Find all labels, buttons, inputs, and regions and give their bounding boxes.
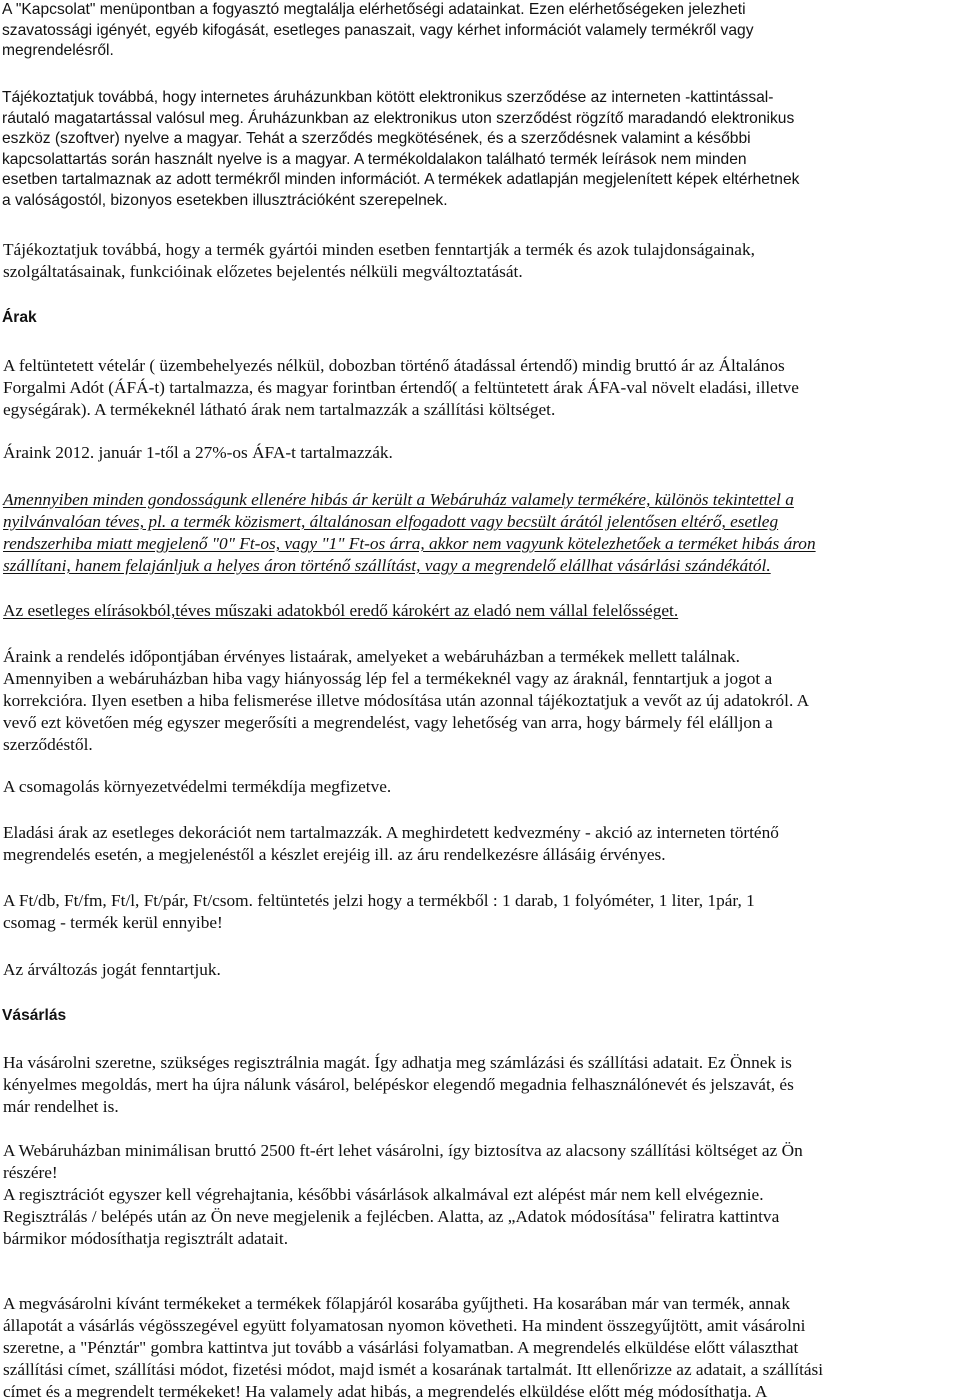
vat-paragraph: Áraink 2012. január 1-től a 27%-os ÁFA-t tartalmazzák. [3, 443, 393, 462]
intro-paragraph: A "Kapcsolat" menüpontban a fogyasztó megtalálja elérhetőségi adatainkat. Ezen elérhetőségeken jelezheti szavatossági igényét, egyéb kifogását, esetleges panaszait, vagy kérhet információt valamely termékről vagy megrendelésről. [2, 1, 754, 59]
prices-heading: Árak [2, 309, 37, 326]
minimum-paragraph: A Webáruházban minimálisan bruttó 2500 ft-ért lehet vásárolni, így biztosítva az alacsony szállítási költséget az Ön részére! A regisztrációt egyszer kell végrehajtania, későbbi vásárlások alkalmával ezt alépést már nem kell elvégeznie. Regisztrálás / belépés után az Ön neve megjelenik a fejlécben. Alatta, az „Adatok módosítása" feliratra kattintva bármikor módosíthatja regisztrált adatait. [3, 1141, 803, 1248]
contract-paragraph: Tájékoztatjuk továbbá, hogy internetes áruházunkban kötött elektronikus szerződése az interneten -kattintással- ráutaló magatartással valósul meg. Áruházunkban az elektronikus uton szerződést rögzítő maradandó elektronikus eszköz (szoftver) nyelve a magyar. Tehát a szerződés megkötésének, és a szerződésnek valamint a későbbi kapcsolattartás során használt nyelve is a magyar. A termékoldalakon található termék leírások nem minden esetben tartalmaznak az adott termékről minden információt. A termékek adatlapján megjelenített képek eltérhetnek a valóságostól, bizonyos esetekben illusztrációként szerepelnek. [2, 89, 800, 209]
manufacturer-paragraph: Tájékoztatjuk továbbá, hogy a termék gyártói minden esetben fenntartják a termék és azok tulajdonságainak, szolgáltatásainak, funkcióinak előzetes bejelentés nélküli megváltoztatását. [3, 240, 755, 281]
units-paragraph: A Ft/db, Ft/fm, Ft/l, Ft/pár, Ft/csom. feltüntetés jelzi hogy a termékből : 1 darab, 1 folyóméter, 1 liter, 1pár, 1 csomag - termék kerül ennyibe! [3, 891, 755, 932]
prices-paragraph: A feltüntetett vételár ( üzembehelyezés nélkül, dobozban történő átadással értendő) mindig bruttó ár az Általános Forgalmi Adót (ÁFÁ-t) tartalmazza, és magyar forintban értendő( a feltüntetett árak ÁFA-val növelt eladási, illetve egységárak). A termékeknél látható árak nem tartalmazzák a szállítási költséget. [3, 356, 799, 419]
error-price-paragraph: Amennyiben minden gondosságunk ellenére hibás ár került a Webáruház valamely termékére, különös tekintettel a nyilvánvalóan téves, pl. a termék közismert, általánosan elfogadott vagy becsült árától jelentősen eltérő, esetleg rendszerhiba miatt megjelenő "0" Ft-os, vagy "1" Ft-os árra, akkor nem vagyunk kötelezhetőek a terméket hibás áron szállítani, hanem felajánljuk a helyes áron történő szállítást, vagy a megrendelő elállhat vásárlási szándékától. [3, 490, 816, 575]
valid-prices-paragraph: Áraink a rendelés időpontjában érvényes listaárak, amelyeket a webáruházban a termékek mellett találnak. Amennyiben a webáruházban hiba vagy hiányosság lép fel a termékeknél vagy az áraknál, fenntartjuk a jogot a korrekcióra. Ilyen esetben a hiba felismerése illetve módosítása után azonnal tájékoztatjuk a vevőt az új adatokról. A vevő ezt követően még egyszer megerősíti a megrendelést, vagy lehetőség van arra, hogy bármely fél elálljon a szerződéstől. [3, 647, 810, 754]
purchase-heading: Vásárlás [2, 1007, 67, 1024]
price-change-paragraph: Az árváltozás jogát fenntartjuk. [3, 960, 221, 979]
cart-paragraph: A megvásárolni kívánt termékeket a termékek főlapjáról kosarába gyűjtheti. Ha kosarában már van termék, annak állapotát a vásárlás végösszegével együtt folyamatosan nyomon követheti. Ha mindent összegyűjtött, amit vásárolni szeretne, a "Pénztár" gombra kattintva jut tovább a vásárlási folyamatban. A megrendelés elküldése előtt választhat szállítási címet, szállítási módot, fizetési módot, majd ismét a kosarának tartalmát. Itt ellenőrizze az adatait, a szállítási címet és a megrendelt termékeket! Ha valamely adat hibás, a megrendelés elküldése előtt még módosíthatja. A [3, 1294, 824, 1400]
decoration-paragraph: Eladási árak az esetleges dekorációt nem tartalmazzák. A meghirdetett kedvezmény - akció az interneten történő megrendelés esetén, a megjelenéstől a készlet erejéig ill. az áru rendelkezésre állásáig érvényes. [3, 823, 779, 864]
packaging-paragraph: A csomagolás környezetvédelmi termékdíja megfizetve. [3, 777, 392, 796]
liability-paragraph: Az esetleges elírásokból,téves műszaki adatokból eredő károkért az eladó nem vállal felelősséget. [3, 601, 679, 620]
registration-paragraph: Ha vásárolni szeretne, szükséges regisztrálnia magát. Így adhatja meg számlázási és szállítási adatait. Ez Önnek is kényelmes megoldás, mert ha újra nálunk vásárol, belépéskor elegendő megadnia felhasználónevét és jelszavát, és már rendelhet is. [3, 1053, 794, 1116]
